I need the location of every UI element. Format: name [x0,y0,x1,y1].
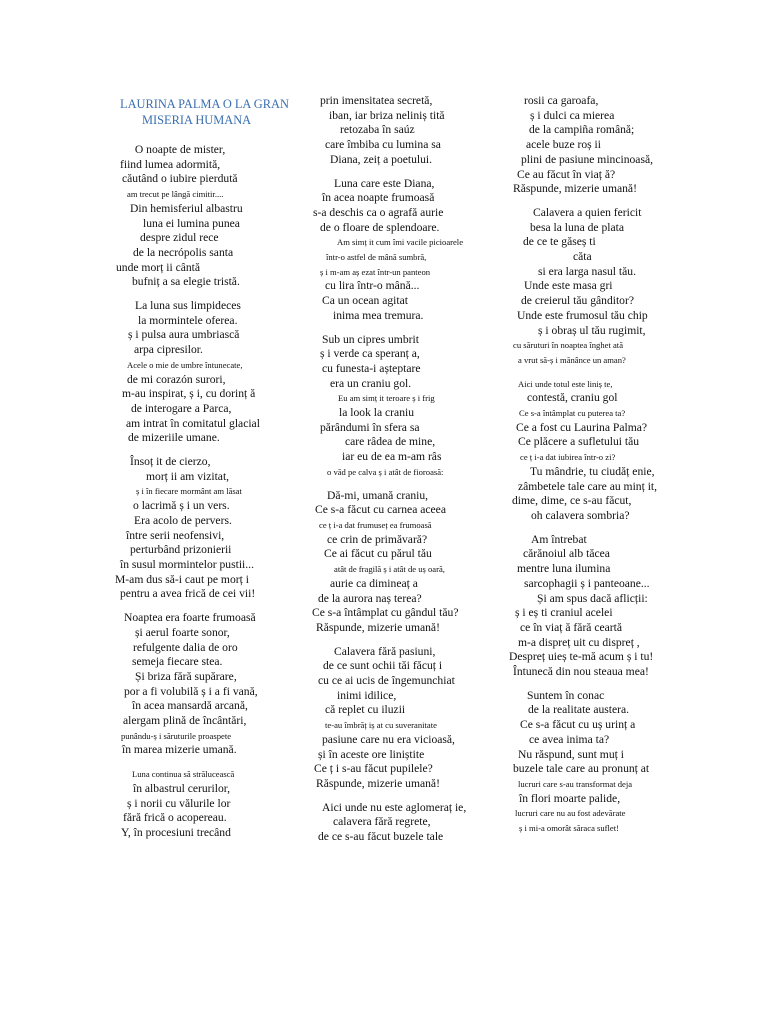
poem-line: despre zidul rece [140,231,219,245]
poem-line: Unde este masa gri [524,279,613,293]
poem-line: ce ț i-a dat frumuseț ea frumoasă [319,519,432,530]
poem-line: Calavera a quien fericit [533,205,642,219]
poem-line: arpa cipresilor. [134,343,203,357]
poem-line: într-o astfel de mână sumbră, [326,252,427,263]
poem-column-2 [308,94,467,845]
poem-line: Ce a fost cu Laurina Palma? [516,420,648,434]
poem-line: inimi idilice, [337,688,397,702]
poem-line: Din hemisferiul albastru [130,201,243,215]
poem-line: în acea noapte frumoasă [322,191,435,205]
poem-line: punându-ș i săruturile proaspete [121,730,232,741]
poem-line: Ce s-a făcut cu uș urinț a [520,718,636,732]
poem-line: acele buze roș ii [526,138,601,152]
poem-line: Ce au făcut în viaț ă? [517,167,616,181]
poem-line: în susul mormintelor pustii... [120,557,254,571]
poem-line: oh calavera sombria? [531,508,630,522]
poem-line: si era larga nasul tău. [538,264,636,278]
poem-line: Și briza fără supărare, [135,669,237,683]
poem-line: Era acolo de pervers. [134,513,232,527]
poem-line: cu săruturi în noaptea înghet ată [513,340,624,351]
poem-line: ș i pulsa aura umbriască [128,328,240,342]
poem-line: am trecut pe lângă cimitir.... [127,189,224,200]
poem-line: pasiune care nu era vicioasă, [322,732,455,746]
poem-line: o lacrimă ș i un vers. [133,499,230,513]
poem-line: semeja fiecare stea. [132,655,223,669]
poem-title-line: LAURINA PALMA O LA GRAN [120,97,289,111]
poem-line: alergam plină de încântări, [123,714,247,728]
poem-line: Ce ai făcut cu părul tău [324,547,432,561]
poem-line: și aerul foarte sonor, [135,625,230,639]
poem-line: por a fi volubilă ș i a fi vană, [124,684,258,698]
poem-line: ș i mi-a omorât săraca suflet! [519,823,619,834]
stanza-gap [505,680,649,689]
stanza-gap [308,480,454,489]
poem-line: am intrat în comitatul glacial [126,416,260,430]
poem-line: Ce s-a întâmplat cu gândul tău? [312,606,459,620]
poem-line: Și am spus dacă aflicții: [537,591,648,605]
poem-column-1 [112,143,260,841]
poem-line: de interogare a Parca, [131,401,232,415]
poem-line: atât de fragilă ș i atât de uș oară, [334,564,445,575]
poem-line: Nu răspund, sunt muț i [518,747,624,761]
poem-line: retozaba în saúz [340,123,415,137]
poem-line: besa la luna de plata [530,220,624,234]
poem-line: Ce s-a făcut cu carnea aceea [315,503,446,517]
poem-line: între serii neofensivi, [126,528,225,542]
poem-line: prin imensitatea secretă, [320,94,433,107]
poem-line: a vrut să-ș i mănânce un aman? [518,354,626,365]
poem-line: bufniț a sa elegie tristă. [132,275,240,289]
poem-line: ș i verde ca speranț a, [320,347,420,361]
poem-line: fără frică o acopereau. [123,811,227,825]
poem-line: morț ii am vizitat, [146,469,230,483]
poem-line: cu ce ai ucis de îngemunchiat [318,674,455,688]
poem-line: Aici unde nu este aglomeraț ie, [322,800,467,814]
poem-line: perturbând prizonierii [130,543,232,557]
poem-line: rosii ca garoafa, [524,94,599,107]
poem-line: Răspunde, mizerie umană! [316,620,440,634]
poem-line: Diana, zeiț a poetului. [330,152,433,166]
stanza-gap [112,446,247,455]
poem-line: de ce sunt ochii tăi făcuț i [323,659,443,673]
poem-line: de la campiña română; [529,123,635,137]
poem-line: în acea mansardă arcană, [132,699,248,713]
poem-line: cărănoiul alb tăcea [523,547,610,561]
poem-line: m-a dispreț uit cu dispreț , [518,635,640,649]
poem-line: Ca un ocean agitat [322,294,408,308]
poem-line: ș i obraș ul tău rugimit, [538,323,646,337]
poem-line: Despreț uieș te-mă acum ș i tu! [509,650,654,664]
poem-line: ș i norii cu vălurile lor [127,796,231,810]
poem-line: aurie ca dimineaț a [330,576,418,590]
poem-line: că replet cu iluzii [325,703,406,717]
stanza-gap [112,758,247,767]
poem-line: Luna care este Diana, [334,176,435,190]
poem-line: iban, iar briza neliniș tită [329,108,445,122]
poem-line: de la aurora naș terea? [318,591,422,605]
poem-line: Întunecă din nou steaua mea! [513,665,649,679]
poem-line: cu funesta-i așteptare [322,361,421,375]
stanza-gap [308,636,454,645]
poem-line: s-a deschis ca o agrafă aurie [313,205,444,219]
stanza-gap [308,168,454,177]
poem-line: m-au inspirat, ș i, cu dorinț ă [122,387,256,401]
poem-line: Noaptea era foarte frumoasă [124,611,256,625]
poem-line: luna ei lumina punea [143,216,240,230]
poem-line: în flori moarte palide, [519,791,621,805]
poem-line: ș i m-am aș ezat într-un panteon [320,266,431,277]
poem-line: zâmbetele tale care au minț it, [518,479,658,493]
poem-line: ș i în fiecare mormânt am lăsat [136,486,242,497]
poem-line: ce în viaț ă fără ceartă [520,620,623,634]
poem-line: Tu mândrie, tu ciudăț enie, [530,464,655,478]
poem-line: La luna sus limpideces [135,299,241,313]
poem-line: te-au îmbrăț iș at cu suveranitate [325,720,437,731]
poem-line: de mizeriile umane. [128,431,220,445]
poem-line: Sub un cipres umbrit [322,332,419,346]
poem-line: pentru a avea frică de cei vii! [120,587,256,601]
poem-line: ce avea inima ta? [529,732,610,746]
poem-line: cu lira într-o mână... [325,279,420,293]
poem-line: M-am dus să-i caut pe morț i [115,572,249,586]
poem-line: și în aceste ore liniștite [318,747,425,761]
poem-line: plini de pasiune mincinoasă, [521,152,654,166]
stanza-gap [112,290,247,299]
poem-column-3 [505,94,658,836]
poem-line: O noapte de mister, [132,143,226,156]
poem-line: Am întrebat [531,532,587,546]
poem-line: Însoț it de cierzo, [130,455,211,469]
poem-line: unde morț ii cântă [116,260,201,274]
poem-title [120,96,289,128]
poem-line: de la realitate austera. [528,703,630,717]
poem-line: ș i dulci ca mierea [530,108,615,122]
poem-line: de la necrópolis santa [133,245,234,259]
poem-line: dime, dime, ce s-au făcut, [512,494,632,508]
poem-line: o văd pe calva ș i atât de fioroasă: [327,466,444,477]
poem-line: buzele tale care au pronunț at [513,762,650,776]
poem-line: la look la craniu [339,406,415,420]
poem-line: fiind lumea adormită, [120,157,221,171]
poem-line: Aici unde totul este liniș te, [518,378,613,389]
poem-line: în albastrul cerurilor, [133,781,231,795]
poem-line: ce crin de primăvară? [327,532,428,546]
poem-line: în marea mizerie umană. [122,743,237,757]
poem-line: Unde este frumosul tău chip [517,308,648,322]
poem-line: căta [573,250,592,264]
stanza-gap [308,792,454,801]
poem-line: lucruri care nu au fost adevărate [515,808,626,819]
poem-line: Suntem în conac [527,688,605,702]
poem-line: Răspunde, mizerie umană! [316,776,440,790]
poem-line: Ce s-a întâmplat cu puterea ta? [519,408,626,419]
poem-line: care râdea de mine, [345,435,436,449]
poem-line: Luna continua să strălucească [132,769,235,780]
stanza-gap [505,197,649,206]
stanza-gap [505,524,649,533]
poem-line: lucruri care s-au transformat deja [518,778,633,789]
poem-line: Răspunde, mizerie umană! [513,182,637,196]
poem-line: refulgente dalia de oro [133,640,238,654]
poem-line: căutând o iubire pierdută [122,172,238,186]
poem-line: de o floare de splendoare. [320,220,440,234]
poem-line: iar eu de ea m-am râs [342,450,442,464]
poem-line: era un craniu gol. [330,376,412,390]
poem-line: contestă, craniu gol [527,391,618,405]
stanza-gap [308,324,454,333]
poem-line: mentre luna ilumina [517,562,611,576]
poem-line: Eu am simț it teroare ș i frig [338,393,435,404]
poem-line: de creierul tău gânditor? [521,294,634,308]
poem-line: Calavera fără pasiuni, [334,644,436,658]
poem-line: sarcophagii ș i panteoane... [524,576,650,590]
stanza-gap [112,602,247,611]
poem-line: de ce te găseș ti [523,235,596,249]
poem-line: Acele o mie de umbre întunecate, [127,359,243,370]
poem-line: ș i eș ti craniul acelei [515,606,613,620]
poem-line: la mormintele oferea. [138,313,238,327]
stanza-gap [505,368,649,377]
poem-line: Am simț it cum îmi vacile picioarele [337,237,464,248]
poem-line: Ce ț i s-au făcut pupilele? [314,762,433,776]
poem-line: părândumi în sfera sa [320,420,420,434]
poem-line: care îmbiba cu lumina sa [325,138,441,152]
poem-line: ce ț i-a dat iubirea într-o zi? [520,452,616,463]
poem-line: calavera fără regrete, [333,815,431,829]
poem-line: inima mea tremura. [333,308,424,322]
poem-line: Ce plăcere a sufletului tău [518,435,640,449]
poem-line: Dă-mi, umană craniu, [327,488,429,502]
poem-title-line: MISERIA HUMANA [142,113,252,127]
poem-line: Y, în procesiuni trecând [121,825,231,839]
poem-line: de ce s-au făcut buzele tale [318,830,444,844]
poem-line: de mi corazón surori, [127,372,226,386]
